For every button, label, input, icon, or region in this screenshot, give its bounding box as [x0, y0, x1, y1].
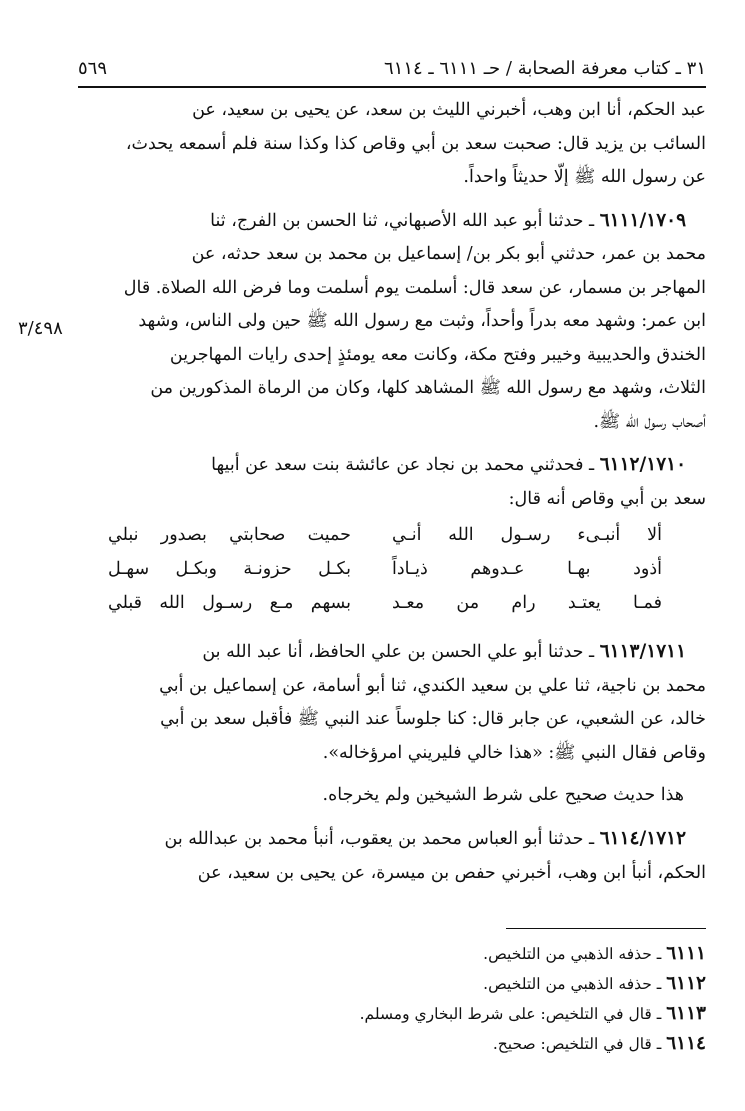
text-line: محمد بن ناجية، ثنا علي بن سعيد الكندي، ثنا أبو أسامة، عن إسماعيل بن أبي: [159, 675, 706, 696]
text-line: الثلاث، وشهد مع رسول الله ﷺ المشاهد كلها، وكان من الرماة المذكورين من: [150, 378, 706, 398]
footnotes: [78, 928, 706, 1059]
header-title: ٣١ ـ كتاب معرفة الصحابة / حـ ٦١١١ ـ ٦١١٤: [384, 58, 706, 79]
poem-hemistich-second: بكـل حزونـة وبكـل سهـل: [108, 559, 351, 579]
footnote: [78, 1029, 706, 1059]
footnote-number: ٦١١٢: [666, 973, 706, 994]
hadith-number: ٦١١١/١٧٠٩: [599, 209, 686, 231]
hadith-6111: [78, 204, 706, 440]
running-header: [78, 56, 706, 88]
poem: [78, 525, 706, 627]
hadith-6114: [78, 822, 706, 890]
text-line: عن رسول الله ﷺ إلّا حديثاً واحداً.: [463, 167, 706, 187]
footnote-list: [78, 939, 706, 1059]
page-body: [78, 94, 706, 890]
text-line: ـ فحدثني محمد بن نجاد عن عائشة بنت سعد عن أبيها: [211, 455, 595, 475]
footnote-text: ـ حذفه الذهبي من التلخيص.: [483, 975, 662, 993]
hadith-6112: [78, 448, 706, 516]
footnote-text: ـ قال في التلخيص: صحيح.: [492, 1035, 662, 1053]
poem-hemistich-first: فمـا يعتـد رام من معـد: [392, 593, 662, 613]
poem-hemistich-second: بسهم مـع رسـول الله قبلي: [108, 593, 351, 613]
paragraph-continuation: [78, 94, 706, 195]
hadith-6113: [78, 635, 706, 770]
text-line-first: [78, 204, 706, 239]
footnote-number: ٦١١١: [666, 943, 706, 964]
text-line: المهاجر بن مسمار، عن سعد قال: أسلمت يوم أسلمت وما فرض الله الصلاة. قال: [123, 277, 706, 298]
text-line: ـ حدثنا أبو عبد الله الأصبهاني، ثنا الحسن بن الفرج، ثنا: [210, 210, 595, 231]
poem-hemistich-first: أذود بهـا عـدوهم ذيـاداً: [392, 559, 662, 579]
text-line-first: [78, 822, 706, 857]
text-line: الحكم، أنبأ ابن وهب، أخبرني حفص بن ميسرة، عن يحيى بن سعيد، عن: [197, 862, 706, 883]
hadith-number: ٦١١٣/١٧١١: [599, 641, 686, 662]
footnote-text: ـ قال في التلخيص: على شرط البخاري ومسلم.: [359, 1005, 662, 1023]
footnote: [78, 999, 706, 1029]
text-line: ـ حدثنا أبو علي الحسن بن علي الحافظ، أنا عبد الله بن: [202, 642, 595, 662]
hadith-number: ٦١١٤/١٧١٢: [599, 828, 686, 849]
footnote-number: ٦١١٣: [666, 1003, 706, 1024]
text-line: وقاص فقال النبي ﷺ: «هذا خالي فليريني امرؤخاله».: [322, 742, 706, 763]
footnote: [78, 939, 706, 969]
footnote-number: ٦١١٤: [666, 1033, 706, 1054]
text-line-first: [78, 448, 706, 483]
text-line: السائب بن يزيد قال: صحبت سعد بن أبي وقاص كذا وكذا سنة فلم أسمعه يحدث،: [125, 133, 706, 154]
text-line: عبد الحكم، أنا ابن وهب، أخبرني الليث بن سعد، عن يحيى بن سعيد، عن: [192, 100, 706, 120]
text-line: خالد، عن الشعبي، عن جابر قال: كنا جلوساً عند النبي ﷺ فأقبل سعد بن أبي: [160, 709, 706, 729]
poem-hemistich-second: حميت صحابتي بصدور نبلي: [108, 525, 351, 545]
poem-hemistich-first: ألا أنبـىء رسـول الله أنـي: [392, 525, 662, 545]
margin-volume-page-ref: ٣/٤٩٨: [18, 318, 63, 339]
text-line: سعد بن أبي وقاص أنه قال:: [508, 488, 706, 509]
poem-verse: [78, 525, 706, 559]
text-line: الخندق والحديبية وخيبر وفتح مكة، وكانت معه يومئذٍ إحدى رايات المهاجرين: [169, 344, 706, 365]
book-page: [18, 56, 706, 1086]
poem-verse: [78, 593, 706, 627]
footnote-text: ـ حذفه الذهبي من التلخيص.: [483, 945, 662, 963]
text-line: أصحاب رسول الله ﷺ.: [593, 411, 706, 432]
text-line: محمد بن عمر، حدثني أبو بكر بن/ إسماعيل بن محمد بن سعد حدثه، عن: [191, 244, 706, 264]
footnote-divider: [506, 928, 706, 929]
page-number: ٥٦٩: [78, 58, 108, 79]
grading-note: هذا حديث صحيح على شرط الشيخين ولم يخرجاه.: [322, 785, 684, 805]
text-line: ابن عمر: وشهد معه بدراً وأحداً، وثبت مع رسول الله ﷺ حين ولى الناس، وشهد: [138, 311, 706, 331]
hadith-number: ٦١١٢/١٧١٠: [599, 454, 686, 475]
text-line-first: [78, 635, 706, 670]
poem-verse: [78, 559, 706, 593]
footnote: [78, 969, 706, 999]
text-line: ـ حدثنا أبو العباس محمد بن يعقوب، أنبأ محمد بن عبدالله بن: [164, 829, 595, 849]
